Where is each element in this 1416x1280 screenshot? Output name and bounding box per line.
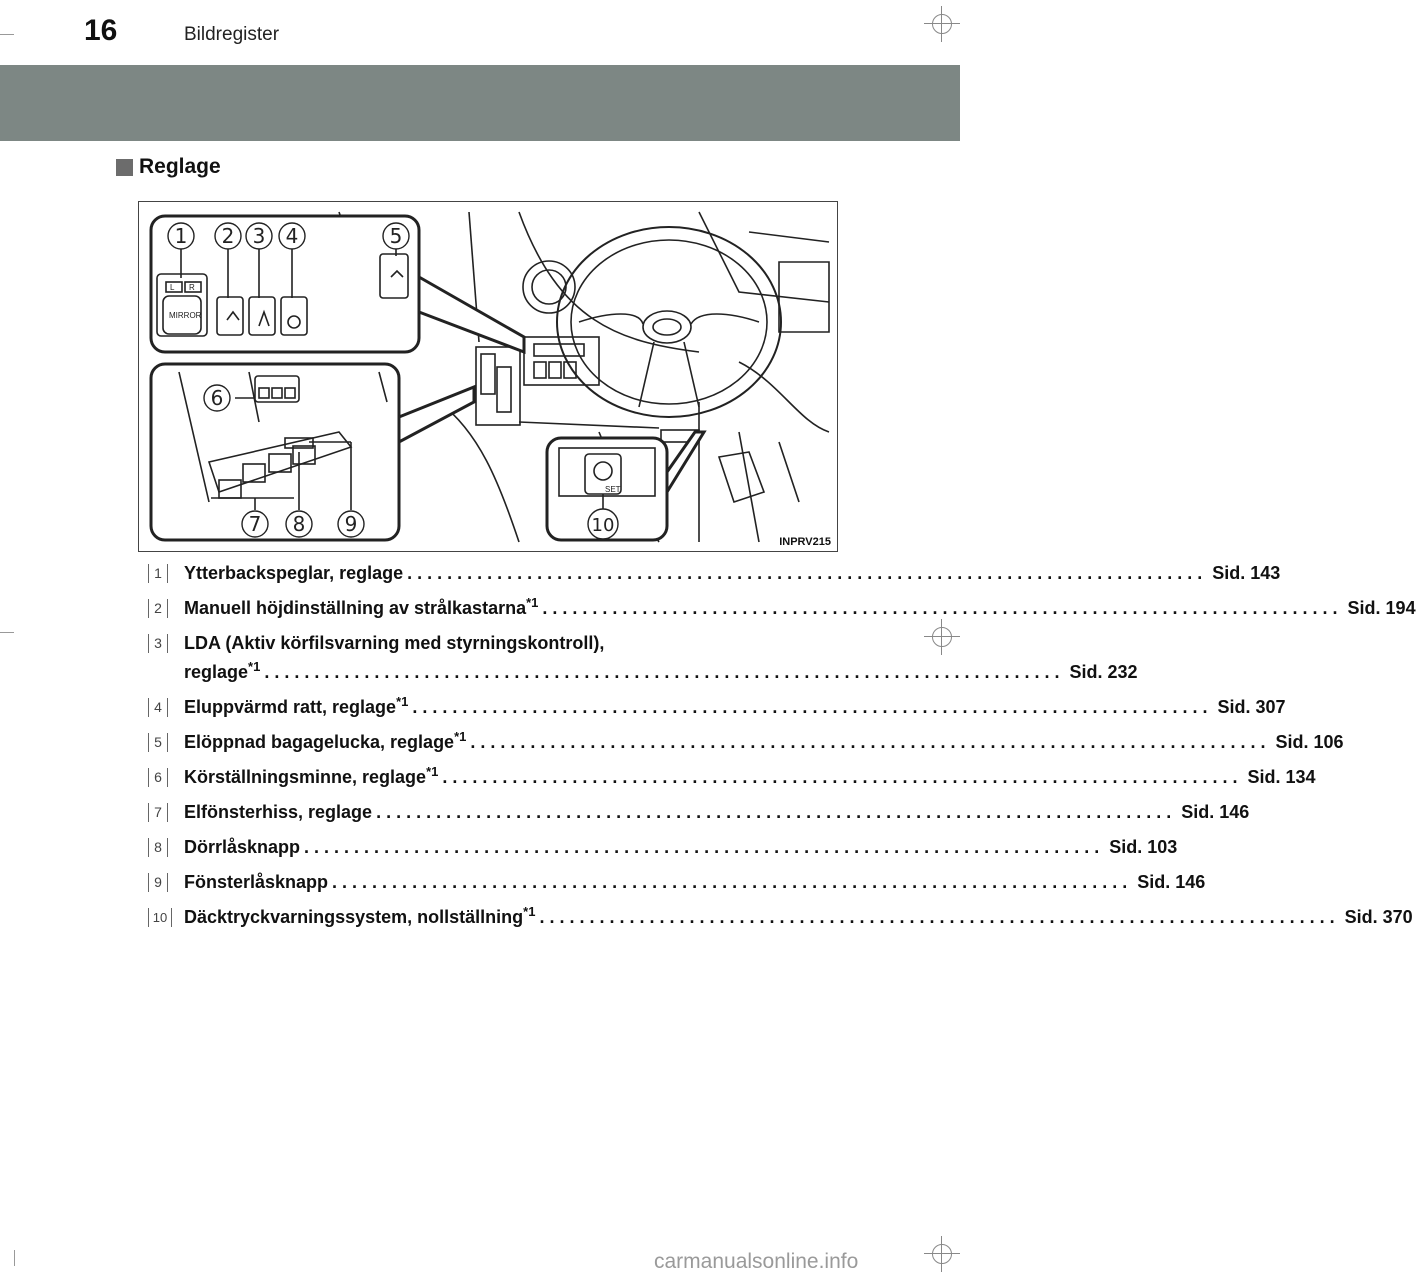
callout-9 (338, 511, 364, 537)
callout-label: 3 (252, 224, 266, 248)
registration-mark (932, 1244, 952, 1264)
item-number: 6 (148, 768, 168, 787)
list-item (148, 729, 1344, 754)
crop-mark (0, 632, 14, 633)
item-text: Elöppnad bagagelucka, reglage (184, 732, 455, 752)
list-item (148, 871, 1206, 894)
page-reference[interactable]: Sid. 370 (1344, 907, 1413, 927)
item-number: 5 (148, 733, 168, 752)
item-text: reglage (184, 662, 249, 682)
page-header (0, 0, 960, 58)
square-bullet-icon (116, 159, 133, 176)
list-item (148, 562, 1281, 585)
page-reference[interactable]: Sid. 103 (1109, 837, 1178, 857)
page-reference[interactable]: Sid. 134 (1247, 767, 1316, 787)
dot-leader (304, 836, 1099, 859)
figure-code: INPRV215 (779, 536, 831, 548)
footnote-marker: *1 (396, 694, 409, 709)
dot-leader (407, 562, 1202, 585)
item-text: Dörrlåsknapp (184, 837, 301, 857)
dot-leader (332, 871, 1127, 894)
registration-mark (932, 14, 952, 34)
page-reference[interactable]: Sid. 232 (1069, 662, 1138, 682)
callout-2 (215, 223, 241, 249)
callout-7 (242, 511, 268, 537)
item-text: Ytterbackspeglar, reglage (184, 563, 404, 583)
callout-4 (279, 223, 305, 249)
dot-leader (470, 731, 1265, 754)
page-reference[interactable]: Sid. 106 (1275, 732, 1344, 752)
callout-label: 7 (248, 512, 262, 536)
section-heading (116, 155, 221, 179)
dot-leader (442, 766, 1237, 789)
dot-leader (539, 906, 1334, 929)
list-item (148, 694, 1286, 719)
callout-label: 9 (344, 512, 358, 536)
watermark[interactable]: carmanualsonline.info (654, 1250, 859, 1273)
item-number: 9 (148, 873, 168, 892)
item-number: 4 (148, 698, 168, 717)
callout-10 (588, 509, 618, 539)
callout-label: 2 (221, 224, 235, 248)
page-reference[interactable]: Sid. 143 (1212, 563, 1281, 583)
page-reference[interactable]: Sid. 194 (1347, 598, 1416, 618)
footnote-marker: *1 (523, 904, 536, 919)
page-reference[interactable]: Sid. 307 (1217, 697, 1286, 717)
callout-8 (286, 511, 312, 537)
footnote-marker: *1 (454, 729, 467, 744)
footnote-marker: *1 (526, 595, 539, 610)
header-title: Bildregister (184, 24, 280, 45)
footnote-marker: *1 (426, 764, 439, 779)
item-number: 8 (148, 838, 168, 857)
item-number: 10 (148, 908, 172, 927)
item-text-line1: LDA (Aktiv körfilsvarning med styrningskontroll), (184, 633, 605, 653)
item-text: Fönsterlåsknapp (184, 872, 329, 892)
left-label: L (170, 283, 175, 292)
page-reference[interactable]: Sid. 146 (1181, 802, 1250, 822)
callout-6 (204, 385, 230, 411)
callout-5 (383, 223, 409, 249)
list-item (148, 801, 1250, 824)
item-text: Däcktryckvarningssystem, nollställning (184, 907, 524, 927)
item-number: 3 (148, 634, 168, 653)
item-number: 1 (148, 564, 168, 583)
callout-label: 4 (285, 224, 299, 248)
list-item (148, 764, 1316, 789)
set-label: SET (605, 485, 621, 494)
callout-label: 1 (174, 224, 188, 248)
dot-leader (264, 661, 1059, 684)
callout-label: 8 (292, 512, 306, 536)
dot-leader (412, 696, 1207, 719)
crop-mark (14, 1250, 15, 1266)
item-text: Körställningsminne, reglage (184, 767, 427, 787)
page-reference[interactable]: Sid. 146 (1137, 872, 1206, 892)
callout-3 (246, 223, 272, 249)
footnote-marker: *1 (248, 659, 261, 674)
dashboard-illustration-svg (139, 202, 837, 551)
right-label: R (189, 283, 195, 292)
mirror-label: MIRROR (169, 311, 202, 320)
list-item (148, 904, 1413, 929)
section-title: Reglage (139, 155, 221, 178)
item-text: Manuell höjdinställning av strålkastarna (184, 598, 527, 618)
callout-label: 10 (591, 515, 615, 536)
page-number: 16 (84, 14, 118, 47)
callout-1 (168, 223, 194, 249)
header-band (0, 65, 960, 141)
list-item (148, 836, 1178, 859)
item-number: 2 (148, 599, 168, 618)
list-item (148, 595, 1416, 620)
dot-leader (376, 801, 1171, 824)
controls-list (148, 562, 1416, 941)
callout-label: 6 (210, 386, 224, 410)
list-item (148, 632, 1138, 684)
controls-illustration (138, 201, 838, 552)
item-text: Elfönsterhiss, reglage (184, 802, 373, 822)
callout-label: 5 (389, 224, 403, 248)
item-number: 7 (148, 803, 168, 822)
dot-leader (542, 597, 1337, 620)
crop-mark (0, 34, 14, 35)
item-text: Eluppvärmd ratt, reglage (184, 697, 397, 717)
